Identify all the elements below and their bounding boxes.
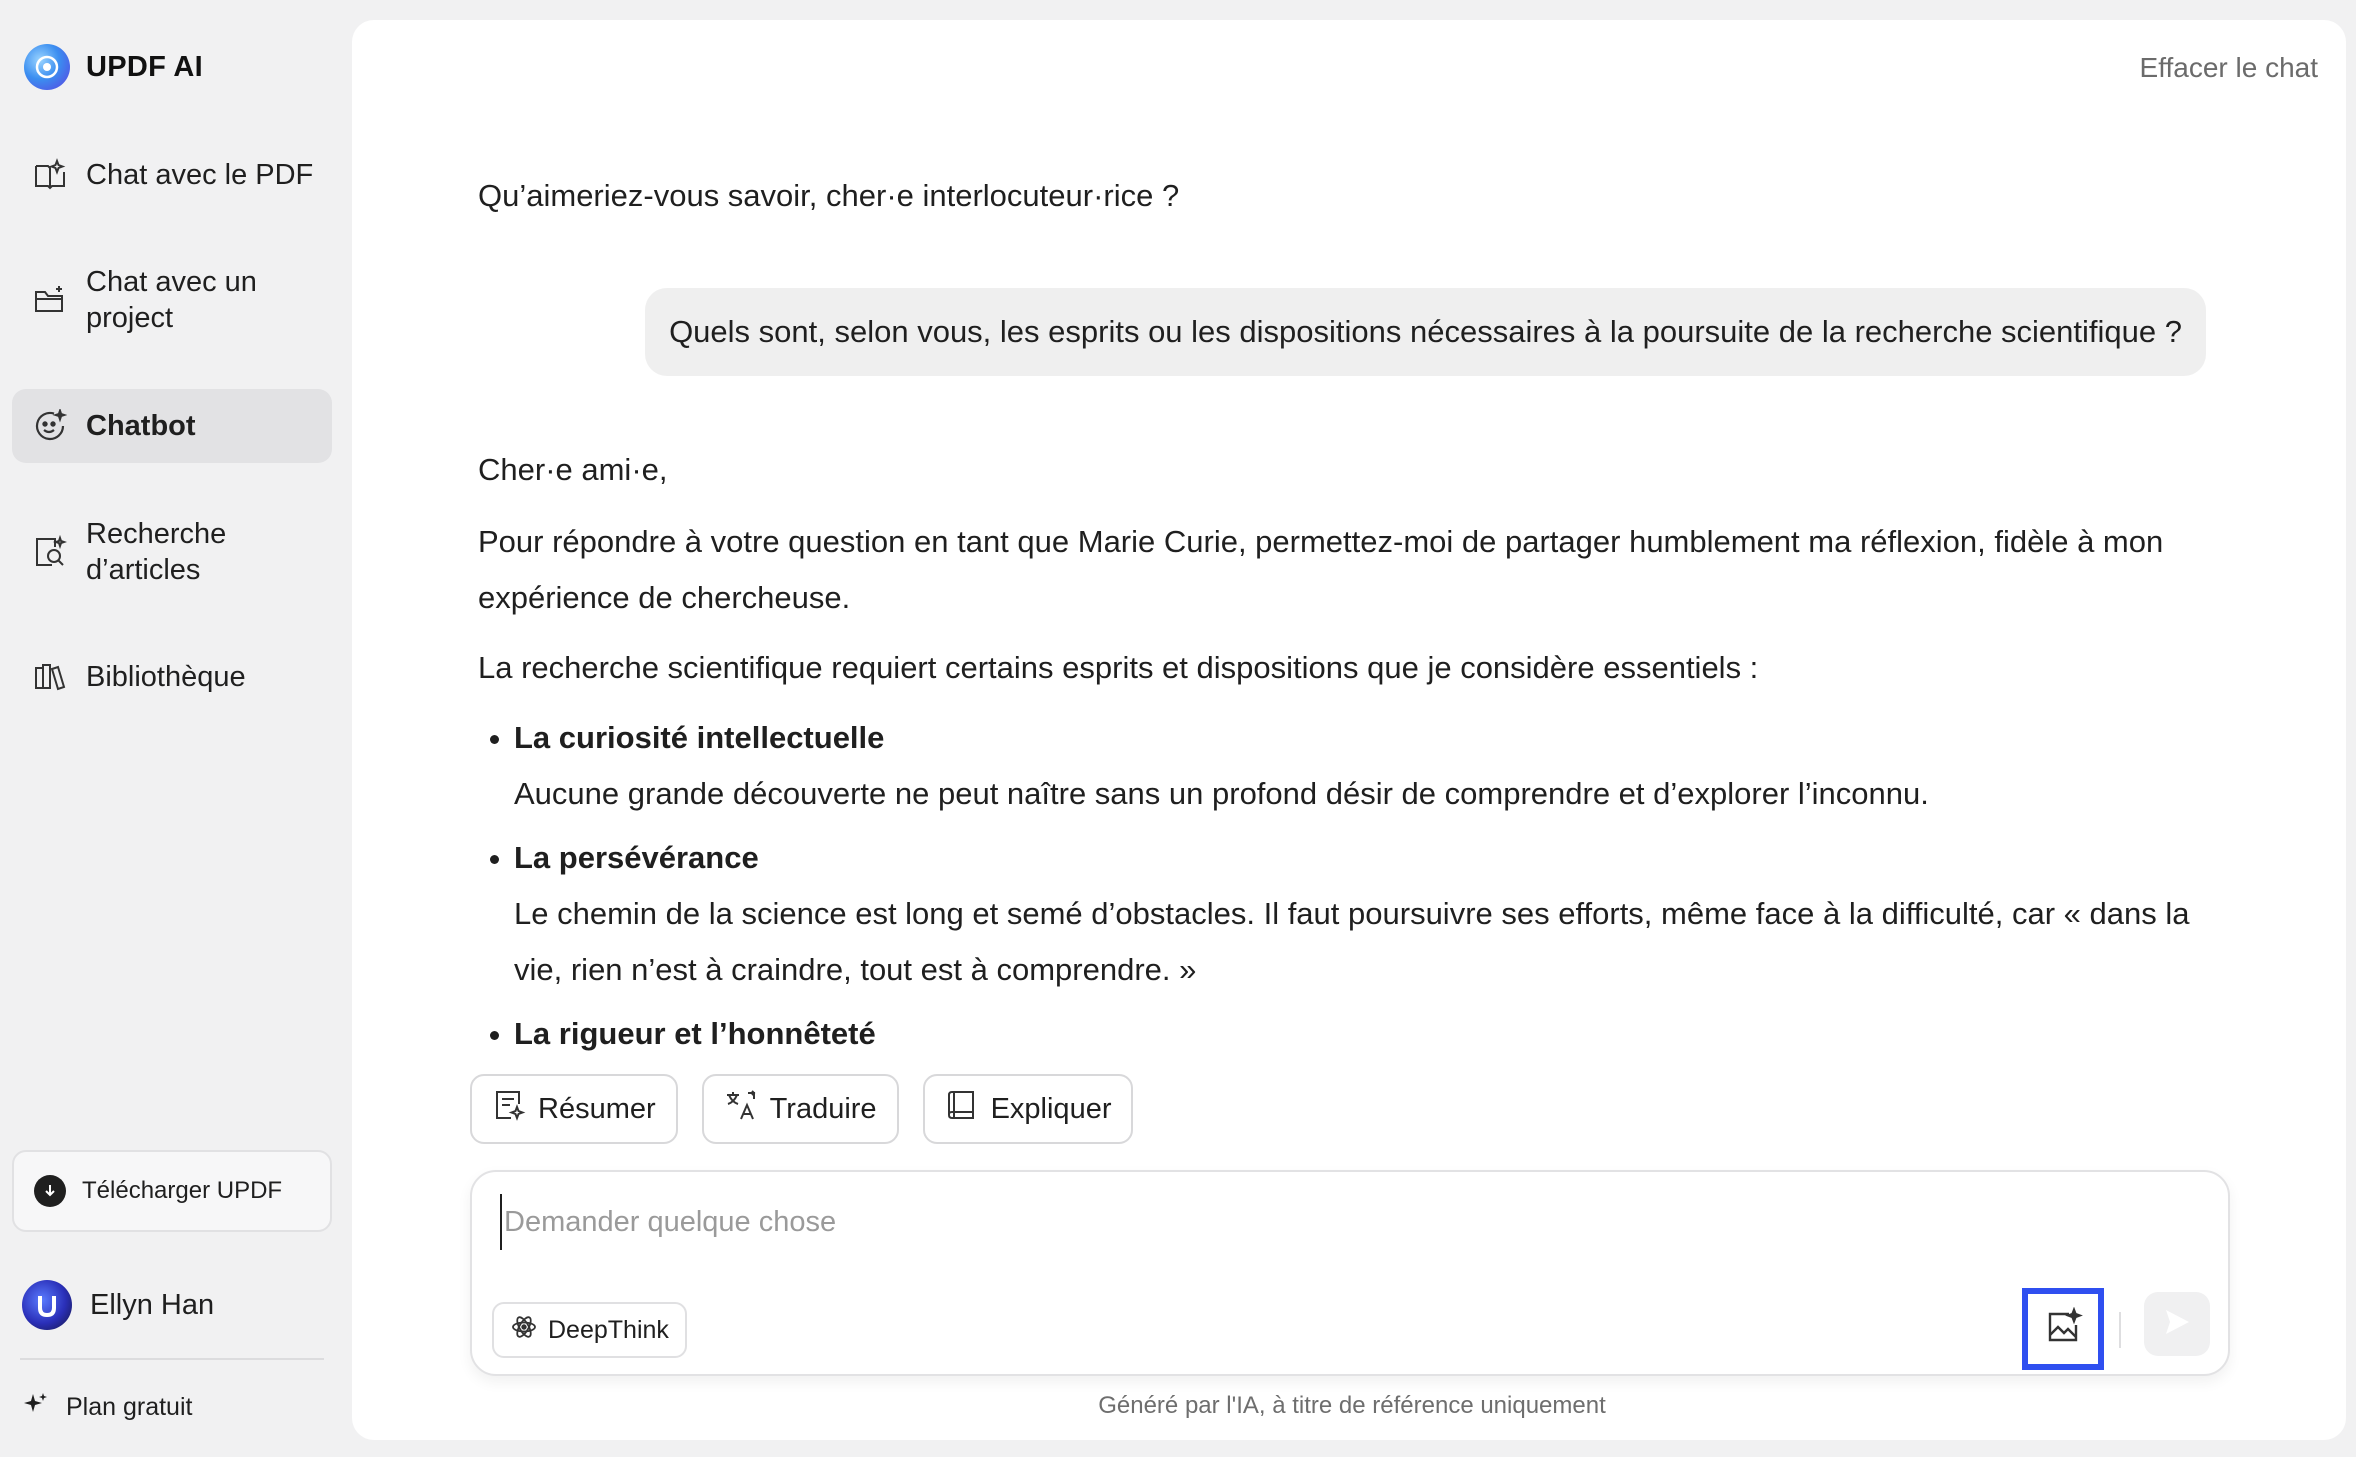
image-upload-button[interactable] <box>2022 1288 2104 1370</box>
avatar <box>22 1280 72 1330</box>
answer-paragraph: La recherche scientifique requiert certains esprits et dispositions que je considère essentiels : <box>478 650 1759 685</box>
action-label: Expliquer <box>990 1092 1112 1125</box>
action-label: Traduire <box>769 1092 877 1125</box>
translate-button[interactable] <box>702 1074 899 1144</box>
send-button[interactable] <box>2144 1292 2210 1356</box>
image-sparkle-icon <box>2043 1307 2083 1352</box>
list-item-title: La curiosité intellectuelle <box>514 720 885 755</box>
plan-link[interactable] <box>22 1390 192 1425</box>
download-icon <box>34 1175 66 1207</box>
conversation <box>478 150 2206 1058</box>
sidebar-divider <box>20 1358 324 1360</box>
assistant-answer <box>478 442 2206 1058</box>
list-item-title: La persévérance <box>514 840 759 875</box>
sparkle-icon <box>22 1390 50 1425</box>
sidebar-item-label: Chat avec le PDF <box>86 159 314 191</box>
library-icon <box>32 659 68 695</box>
user-message-bubble: Quels sont, selon vous, les esprits ou les dispositions nécessaires à la poursuite de la recherche scientifique ? <box>645 288 2206 376</box>
deepthink-label: DeepThink <box>548 1315 669 1344</box>
list-item-title: La rigueur et l’honnêteté <box>514 1016 876 1051</box>
explain-book-icon <box>945 1088 979 1130</box>
sidebar <box>0 0 345 1457</box>
clear-chat-button[interactable]: Effacer le chat <box>2139 52 2318 83</box>
sidebar-item-recherche-articles[interactable] <box>12 514 332 590</box>
composer-separator <box>2119 1312 2121 1348</box>
answer-paragraph: Pour répondre à votre question en tant que Marie Curie, permettez-moi de partager humblement ma réflexion, fidèle à mon expérience de chercheuse. <box>478 524 2164 615</box>
answer-list <box>478 710 2206 1058</box>
list-item-text: Aucune grande découverte ne peut naître sans un profond désir de comprendre et d’explorer l’inconnu. <box>514 776 1929 811</box>
atom-icon <box>510 1313 538 1348</box>
download-updf-button[interactable] <box>12 1150 332 1232</box>
list-item <box>478 710 2206 822</box>
user-profile[interactable] <box>22 1280 214 1330</box>
summarize-button[interactable] <box>470 1074 678 1144</box>
list-item <box>478 830 2206 998</box>
brand-name: UPDF AI <box>86 50 204 83</box>
sidebar-item-chat-project[interactable] <box>12 262 332 338</box>
assistant-prompt: Qu’aimeriez-vous savoir, cher·e interlocuteur·rice ? <box>478 178 1180 213</box>
sidebar-item-bibliotheque[interactable] <box>12 652 332 702</box>
sidebar-item-label: Recherche d’articles <box>86 518 227 586</box>
quick-actions <box>470 1074 1133 1144</box>
chatbot-face-icon <box>32 408 68 444</box>
action-label: Résumer <box>538 1092 656 1125</box>
search-document-icon <box>32 534 68 570</box>
updf-ai-logo-icon <box>24 44 70 90</box>
explain-button[interactable] <box>923 1074 1134 1144</box>
answer-greeting: Cher·e ami·e, <box>478 452 668 487</box>
chat-panel <box>352 20 2346 1440</box>
folder-plus-icon <box>32 282 68 318</box>
sidebar-item-label: Chat avec un project <box>86 266 257 334</box>
send-icon <box>2161 1306 2193 1343</box>
download-label: Télécharger UPDF <box>82 1177 283 1204</box>
brand[interactable] <box>24 42 203 92</box>
list-item-text: Le chemin de la science est long et semé d’obstacles. Il faut poursuivre ses efforts, même face à la difficulté, car « dans la vie, rien n’est à craindre, tout est à comprendre. » <box>514 896 2190 987</box>
sidebar-item-chatbot[interactable] <box>12 389 332 463</box>
message-composer <box>470 1170 2230 1376</box>
summarize-icon <box>492 1088 526 1130</box>
sidebar-item-chat-pdf[interactable] <box>12 150 332 200</box>
list-item <box>478 1006 2206 1058</box>
user-name: Ellyn Han <box>90 1288 215 1321</box>
translate-icon <box>724 1088 758 1130</box>
message-input[interactable] <box>500 1194 2000 1250</box>
sidebar-item-label: Chatbot <box>86 410 196 442</box>
ai-disclaimer: Généré par l'IA, à titre de référence uniquement <box>1098 1392 1606 1419</box>
book-sparkle-icon <box>32 157 68 193</box>
plan-label: Plan gratuit <box>66 1393 193 1421</box>
deepthink-toggle[interactable] <box>492 1302 687 1358</box>
sidebar-item-label: Bibliothèque <box>86 661 246 693</box>
